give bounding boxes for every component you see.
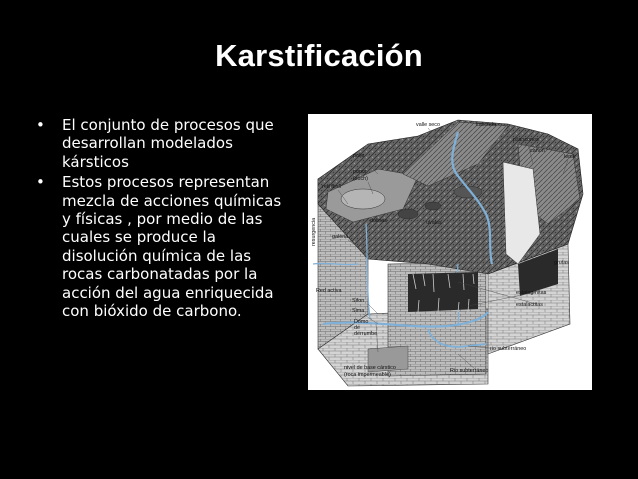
slide-title: Karstificación xyxy=(215,38,423,73)
label-sifon: Sifon xyxy=(352,298,365,304)
label-domo-de: de xyxy=(354,325,360,331)
label-galeria: galeria xyxy=(332,234,349,240)
bullet-item xyxy=(36,173,294,320)
label-sima: Sima xyxy=(352,308,365,314)
label-nivel-base: nivel de base cárstico xyxy=(344,365,396,371)
label-polje: polje xyxy=(353,153,365,159)
label-pilancones: pilancones xyxy=(513,137,539,143)
label-estalagmitas: estalagmitas xyxy=(516,290,547,296)
dolina-2 xyxy=(425,202,441,210)
bullet-dot: • xyxy=(36,173,45,192)
label-estalactitas: estalactitas xyxy=(516,302,543,308)
label-rio-subterraneo-2: Rio subterráneo xyxy=(450,368,489,374)
karst-diagram-svg xyxy=(308,114,592,390)
label-red-activa: Red activa xyxy=(316,288,342,294)
karst-diagram xyxy=(308,114,592,390)
label-cascada: cascada xyxy=(476,122,497,128)
label-resurgencia: resurgencia xyxy=(311,217,317,246)
label-lenar: lenar xyxy=(564,154,576,160)
label-ponor: ponor xyxy=(353,169,367,175)
bullet-dot: • xyxy=(36,116,45,134)
label-ponor-sub: (such) xyxy=(353,176,368,182)
dolina-1 xyxy=(398,209,418,219)
label-uvalas: uvalas xyxy=(426,220,442,226)
label-grutas: grutas xyxy=(554,260,569,266)
bullet-text: Estos procesos representan mezcla de acciones químicas y físicas , por medio de las cuales se produce la disolución química de las rocas carbonatadas por la acción del agua enriquecida con bióxido de carbono. xyxy=(62,173,282,321)
label-dolinas: dolinas xyxy=(370,218,388,224)
label-rio-subterraneo: rio subterráneo xyxy=(490,346,527,352)
bullet-list xyxy=(36,116,294,322)
bullet-item xyxy=(36,116,294,171)
label-canon: cañon xyxy=(530,148,545,154)
label-valle-seco: valle seco xyxy=(416,122,440,128)
polje-floor xyxy=(341,189,385,209)
label-roca-impermeable: (roca impermeable) xyxy=(344,372,391,378)
label-domo: Domo xyxy=(354,319,369,325)
label-red-fosil: red fosil xyxy=(322,184,341,190)
label-domo-derrumbe: derrumbe xyxy=(354,331,378,337)
bullet-text: El conjunto de procesos que desarrollan modelados kársticos xyxy=(62,116,274,171)
